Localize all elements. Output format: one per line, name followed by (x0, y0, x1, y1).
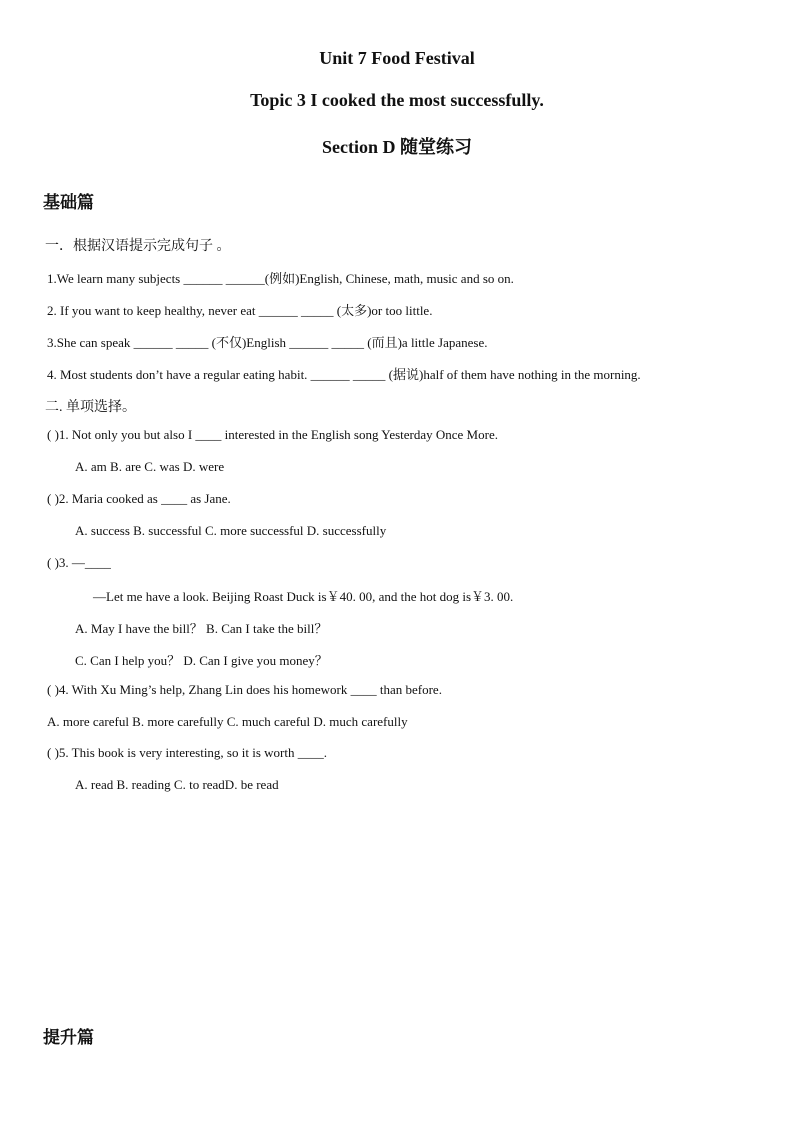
question-3-options-row-2: C. Can I help you？ D. Can I give you money？ (75, 653, 328, 668)
question-1-stem: ( )1. Not only you but also I ____ interested in the English song Yesterday Once More. (47, 427, 498, 442)
question-3-stem: ( )3. —____ (47, 555, 111, 570)
question-3-options-row-1: A. May I have the bill？ B. Can I take the bill？ (75, 621, 328, 636)
question-4-options: A. more careful B. more carefully C. much careful D. much carefully (47, 714, 408, 729)
part1-item-4: 4. Most students don’t have a regular eating habit. ______ _____ (据说)half of them have nothing in the morning. (47, 367, 641, 382)
part1-heading: 一．根据汉语提示完成句子 。 (45, 239, 231, 254)
question-2-stem: ( )2. Maria cooked as ____ as Jane. (47, 491, 231, 506)
question-5-options: A. read B. reading C. to readD. be read (75, 777, 279, 792)
part2-heading: 二. 单项选择。 (45, 400, 136, 415)
question-1-options: A. am B. are C. was D. were (75, 459, 225, 474)
part1-item-1: 1.We learn many subjects ______ ______(例如)English, Chinese, math, music and so on. (47, 271, 514, 286)
topic-title: Topic 3 I cooked the most successfully. (250, 90, 544, 110)
question-4-stem: ( )4. With Xu Ming’s help, Zhang Lin does his homework ____ than before. (47, 682, 442, 697)
question-3-dialog: —Let me have a look. Beijing Roast Duck is￥40. 00, and the hot dog is￥3. 00. (93, 589, 514, 604)
question-5-stem: ( )5. This book is very interesting, so it is worth ____. (47, 745, 327, 760)
question-2-options: A. success B. successful C. more successful D. successfully (75, 523, 387, 538)
unit-title: Unit 7 Food Festival (319, 48, 475, 68)
section-title: Section D 随堂练习 (322, 137, 472, 157)
basic-section-heading: 基础篇 (43, 193, 94, 212)
part1-item-3: 3.She can speak ______ _____ (不仅)English ______ _____ (而且)a little Japanese. (47, 335, 488, 350)
part1-item-2: 2. If you want to keep healthy, never eat ______ _____ (太多)or too little. (47, 303, 433, 318)
advanced-section-heading: 提升篇 (43, 1028, 94, 1047)
